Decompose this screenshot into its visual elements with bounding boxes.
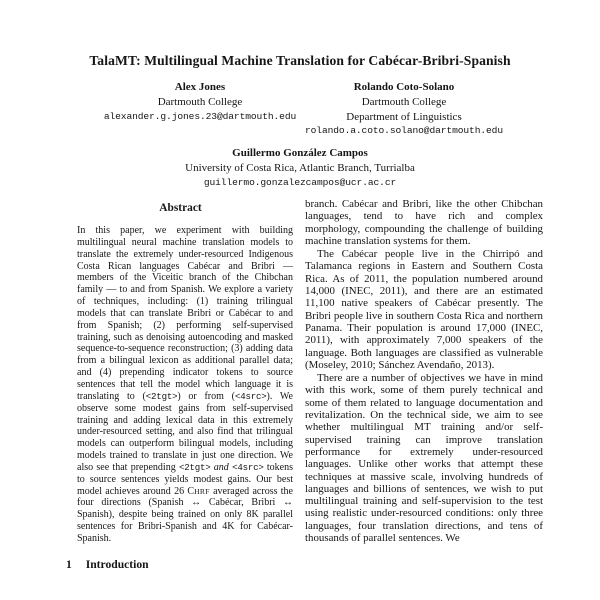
author-affiliation: Dartmouth College xyxy=(361,95,447,108)
left-column xyxy=(66,196,295,571)
inline-code-token: <2tgt> xyxy=(145,390,178,402)
abstract-text-segment: tokens to source sentences yields modest gains. Our best model achieves around 26 C xyxy=(77,461,294,497)
abstract-text-segment: In this paper, we experiment with building multilingual neural machine translation models to translate the extremely under-resourced Indigenous Costa Rican languages Cabécar and Bribri — members of the Viceitic branch of the Chibchan family — to and from Spanish. We explore a variety of techniques, including: (1) training trilingual models that can translate Bribri or Cabécar to and from Spanish; (2) performing self-supervised training, such as denoising autoencoding and masked sequence-to-sequence reconstruction; (3) adding data from a bilingual lexicon as additional parallel data; and (4) prepending indicator tokens to source sentences that tell the model which language it is translating to ( xyxy=(77,225,293,402)
abstract-text-segment: HRF xyxy=(194,486,210,496)
right-column xyxy=(305,196,543,545)
abstract-text-segment: and xyxy=(213,461,229,473)
section-title: Introduction xyxy=(85,557,149,571)
author-block-3 xyxy=(100,146,500,190)
author-name: Rolando Coto-Solano xyxy=(353,81,455,93)
paper-title: TalaMT: Multilingual Machine Translation for Cabécar-Bribri-Spanish xyxy=(89,53,511,68)
author-email: alexander.g.jones.23@dartmouth.edu xyxy=(103,110,297,122)
author-email: rolando.a.coto.solano@dartmouth.edu xyxy=(304,125,503,137)
inline-code-token: <2tgt> xyxy=(178,461,211,473)
abstract-text-segment: ). We observe some modest gains from self-supervised training and adding lexical data in this extremely under-resourced setting, and also find that trilingual models can outperform bilingual models, including models trained to translate in just one direction. We also see that prepending xyxy=(77,390,293,473)
body-paragraph: The Cabécar people live in the Chirripó and Talamanca regions in Eastern and Southern Costa Rica. As of 2011, the population numbered around 14,000 (INEC, 2011), and there are an estimated 11,100 native speakers of Cabécar presently. The Bribri people live in southern Costa Rica and northern Panama. Their population is around 17,000 (INEC, 2011), with approximately 7,000 speakers of the language. Both languages are classified as vulnerable (Moseley, 2010; Sánchez Avendaño, 2013). xyxy=(305,248,543,371)
abstract-heading: Abstract xyxy=(159,202,202,214)
section-number: 1 xyxy=(66,557,72,571)
abstract-text-segment: averaged across the four directions (Spanish ↔ Cabécar, Bribri ↔ Spanish), despite being trained on only 8K parallel sentences for Bribri-Spanish and 4K for Cabécar-Spanish. xyxy=(77,485,293,544)
section-heading-introduction xyxy=(66,558,295,571)
body-paragraph: branch. Cabécar and Bribri, like the other Chibchan languages, tend to have rich and complex morphology, compounding the challenge of building machine translation systems for them. xyxy=(305,198,543,247)
author-block-2 xyxy=(282,80,526,139)
inline-code-token: <4src> xyxy=(234,390,267,402)
author-name: Alex Jones xyxy=(174,81,226,93)
author-affiliation: Department of Linguistics xyxy=(346,110,462,123)
author-affiliation: University of Costa Rica, Atlantic Branch, Turrialba xyxy=(185,161,415,174)
author-affiliation: Dartmouth College xyxy=(157,95,243,108)
inline-code-token: <4src> xyxy=(232,461,264,473)
abstract-text-segment: ) or from ( xyxy=(177,390,235,402)
body-paragraph: There are a number of objectives we have in mind with this work, some of them purely technical and some of them related to language documentation and revitalization. On the technical side, we aim to see whether multilingual MT training and/or self-supervised training can improve translation performance for extremely under-resourced languages. Unlike other works that attempt these techniques at massive scale, involving hundreds of languages and billions of sentences, we wish to put multilingual training and self-supervision to the test using realistic under-resourced conditions: only three languages, four translation directions, and tens of thousands of parallel sentences. We xyxy=(305,372,543,545)
author-email: guillermo.gonzalezcampos@ucr.ac.cr xyxy=(203,176,397,188)
author-name: Guillermo González Campos xyxy=(232,147,368,159)
abstract-text xyxy=(77,225,293,545)
